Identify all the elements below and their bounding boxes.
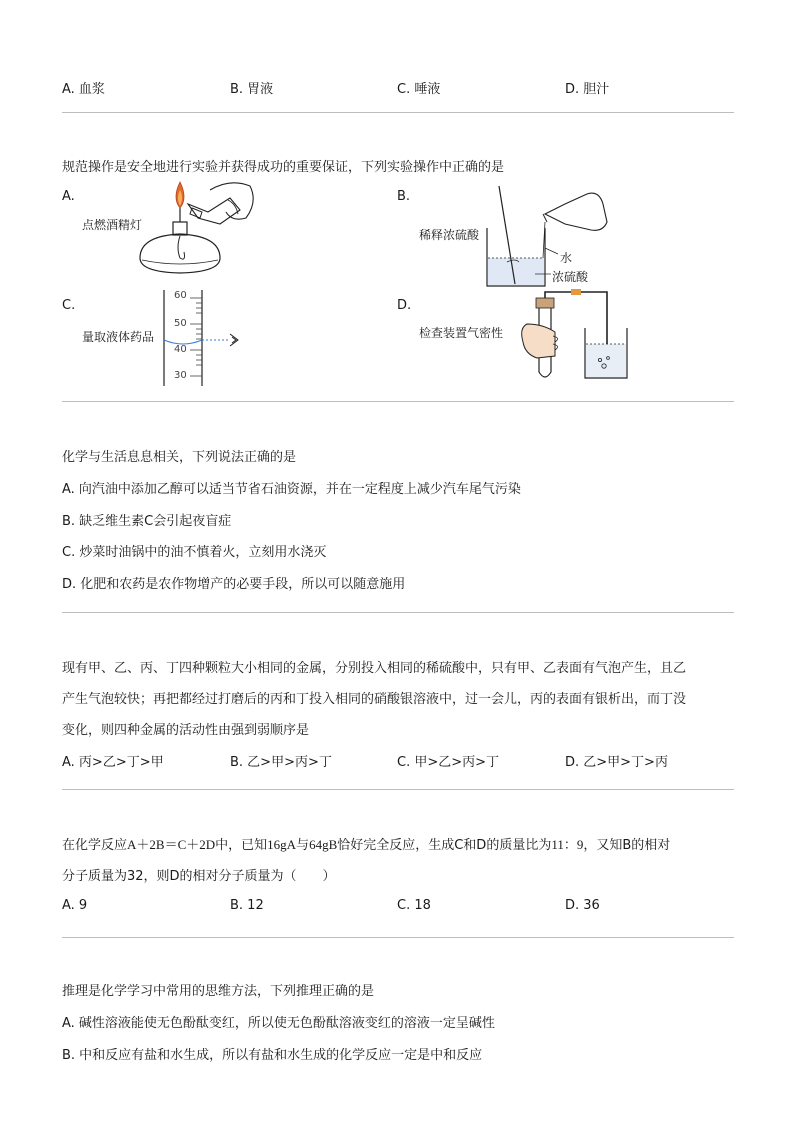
- q4-option-d: D. 乙>甲>丁>丙: [565, 755, 668, 770]
- q5-ratio: 11：9: [551, 837, 584, 852]
- divider: [62, 612, 734, 613]
- q5-stem-tail: ，又知B的相对: [583, 838, 671, 853]
- q5-stem-mid: 中，已知: [215, 838, 268, 853]
- tick-label-30: 30: [174, 370, 187, 381]
- fig-a-caption: 点燃酒精灯: [82, 218, 143, 232]
- q2-option-a-letter: A.: [62, 189, 75, 204]
- divider: [62, 937, 734, 938]
- q6-option-a: A. 碱性溶液能使无色酚酞变红，所以使无色酚酞溶液变红的溶液一定呈碱性: [62, 1016, 495, 1031]
- divider: [62, 789, 734, 790]
- fig-d-caption: 检查装置气密性: [419, 326, 504, 340]
- divider: [62, 401, 734, 402]
- q3-option-c: C. 炒菜时油锅中的油不慎着火，立刻用水浇灭: [62, 545, 327, 560]
- tick-label-60: 60: [174, 290, 187, 301]
- fig-b-water-label: 水: [560, 251, 573, 265]
- q3-option-d: D. 化肥和农药是农作物增产的必要手段，所以可以随意施用: [62, 577, 406, 592]
- q5-equation: A＋2B＝C＋2D: [127, 837, 216, 852]
- q5-stem-line-1: [62, 834, 670, 853]
- q1-option-d: D. 胆汁: [565, 82, 610, 97]
- q4-stem-line-2: 产生气泡较快；再把都经过打磨后的丙和丁投入相同的硝酸银溶液中，过一会儿，丙的表面有银析出，而丁没: [62, 692, 687, 707]
- q5-stem-line-2: 分子质量为32，则D的相对分子质量为（ ）: [62, 869, 336, 884]
- fig-b-caption: 稀释浓硫酸: [419, 228, 480, 242]
- q3-option-a: A. 向汽油中添加乙醇可以适当节省石油资源，并在一定程度上减少汽车尾气污染: [62, 482, 521, 497]
- q5-option-d: D. 36: [565, 898, 600, 913]
- q4-stem-line-1: 现有甲、乙、丙、丁四种颗粒大小相同的金属，分别投入相同的稀硫酸中，只有甲、乙表面有气泡产生，且乙: [62, 661, 687, 676]
- q1-option-a: A. 血浆: [62, 82, 105, 97]
- q2-option-b-letter: B.: [397, 189, 411, 204]
- q4-option-b: B. 乙>甲>丙>丁: [230, 755, 332, 770]
- q3-option-b: B. 缺乏维生素C会引起夜盲症: [62, 514, 232, 529]
- q5-stem-rest: 恰好完全反应，生成C和D的质量比为: [337, 838, 552, 853]
- q5-stem-and: 与: [296, 838, 310, 853]
- fig-c-caption: 量取液体药品: [82, 330, 155, 344]
- q4-stem-line-3: 变化，则四种金属的活动性由强到弱顺序是: [62, 723, 310, 738]
- q6-stem: 推理是化学学习中常用的思维方法，下列推理正确的是: [62, 984, 375, 999]
- figure-dilute-acid: [415, 182, 615, 282]
- q4-option-a: A. 丙>乙>丁>甲: [62, 755, 164, 770]
- q6-option-b: B. 中和反应有盐和水生成，所以有盐和水生成的化学反应一定是中和反应: [62, 1048, 483, 1063]
- tick-label-40: 40: [174, 344, 187, 355]
- q2-option-c-letter: C.: [62, 298, 76, 313]
- figure-airtightness: [415, 288, 635, 384]
- q5-option-c: C. 18: [397, 898, 431, 913]
- q5-option-a: A. 9: [62, 898, 88, 913]
- figure-graduated-cylinder: [80, 288, 250, 388]
- q1-option-c: C. 唾液: [397, 82, 441, 97]
- q1-option-b: B. 胃液: [230, 82, 274, 97]
- fig-b-acid-label: 浓硫酸: [552, 270, 589, 284]
- figure-alcohol-lamp: [80, 178, 260, 278]
- q4-option-c: C. 甲>乙>丙>丁: [397, 755, 500, 770]
- q2-stem: 规范操作是安全地进行实验并获得成功的重要保证，下列实验操作中正确的是: [62, 160, 505, 175]
- divider: [62, 112, 734, 113]
- q5-option-b: B. 12: [230, 898, 264, 913]
- q5-stem-prefix: 在化学反应: [62, 838, 128, 853]
- tick-label-50: 50: [174, 318, 187, 329]
- q5-mass-b: 64gB: [309, 837, 338, 852]
- q3-stem: 化学与生活息息相关，下列说法正确的是: [62, 450, 297, 465]
- q5-mass-a: 16gA: [267, 837, 297, 852]
- q2-option-d-letter: D.: [397, 298, 412, 313]
